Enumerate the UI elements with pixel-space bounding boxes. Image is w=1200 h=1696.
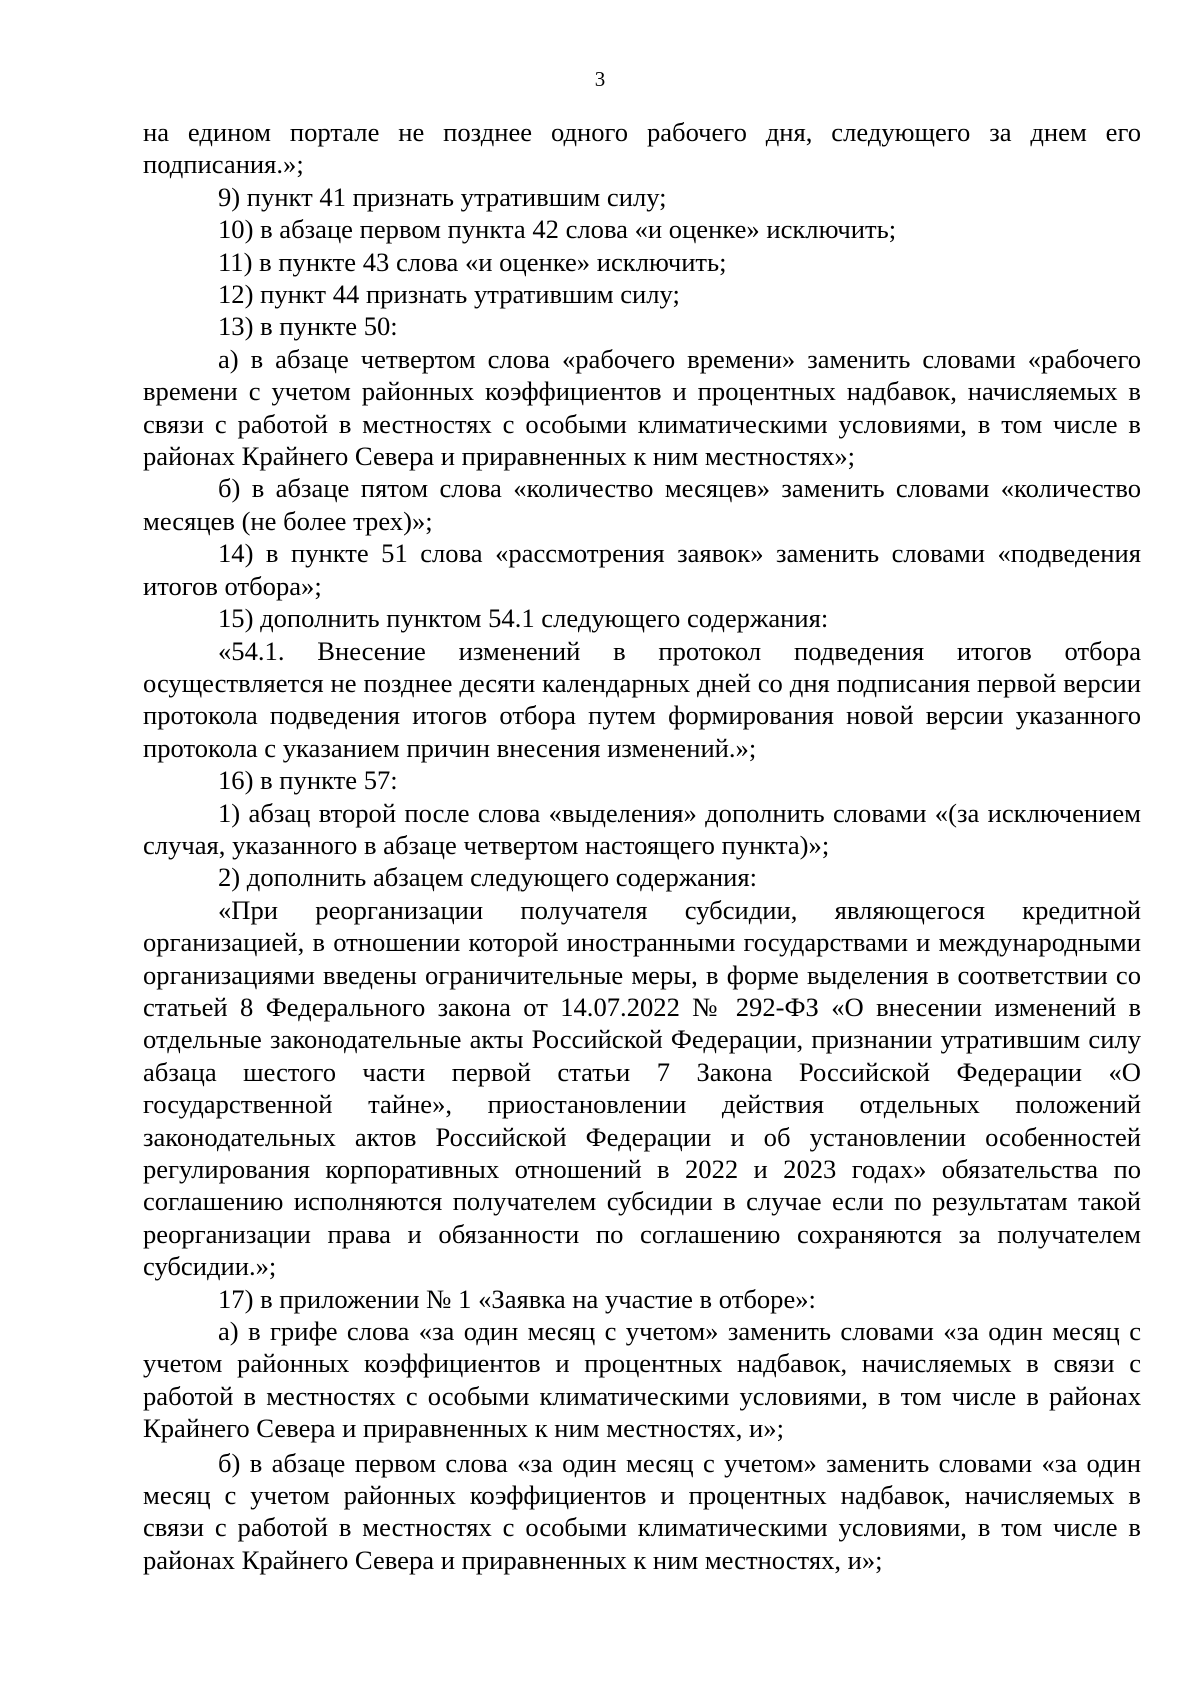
paragraph-item-16-1: 1) абзац второй после слова «выделения» дополнить словами «(за исключением случая, указанного в абзаце четвертом настоящего пункта)»;: [143, 797, 1141, 860]
paragraph-reorganization: «При реорганизации получателя субсидии, являющегося кредитной организацией, в отношении которой иностранными государствами и международными организациями введены ограничительные меры, в форме выделения в соответствии со статьей 8 Федерального закона от 14.07.2022 № 292-ФЗ «О внесении изменений в отдельные законодательные акты Российской Федерации, признании утратившим силу абзаца шестого части первой статьи 7 Закона Российской Федерации «О государственной тайне», приостановлении действия отдельных положений законодательных актов Российской Федерации и об установлении особенностей регулирования корпоративных отношений в 2022 и 2023 годах» обязательства по соглашению исполняются получателем субсидии в случае если по результатам такой реорганизации права и обязанности по соглашению сохраняются за получателем субсидии.»;: [143, 894, 1141, 1282]
paragraph-item-17a: а) в грифе слова «за один месяц с учетом» заменить словами «за один месяц с учетом районных коэффициентов и процентных надбавок, начисляемых в связи с работой в местностях с особыми климатическими условиями, в том числе в районах Крайнего Севера и приравненных к ним местностях, и»;: [143, 1316, 1141, 1444]
paragraph-item-16: 16) в пункте 57:: [218, 765, 398, 796]
page-number: 3: [594, 67, 606, 91]
paragraph-item-13: 13) в пункте 50:: [218, 311, 398, 342]
paragraph-item-15: 15) дополнить пунктом 54.1 следующего содержания:: [218, 603, 829, 634]
paragraph-item-54-1: «54.1. Внесение изменений в протокол подведения итогов отбора осуществляется не позднее десяти календарных дней со дня подписания первой версии протокола подведения итогов отбора путем формирования новой версии указанного протокола с указанием причин внесения изменений.»;: [143, 635, 1141, 763]
paragraph-item-10: 10) в абзаце первом пункта 42 слова «и оценке» исключить;: [218, 214, 897, 245]
paragraph-item-9: 9) пункт 41 признать утратившим силу;: [218, 181, 667, 212]
paragraph-item-12: 12) пункт 44 признать утратившим силу;: [218, 279, 680, 310]
document-body: [143, 116, 1141, 1576]
paragraph-item-17: 17) в приложении № 1 «Заявка на участие в отборе»:: [218, 1283, 816, 1314]
paragraph-item-13a: а) в абзаце четвертом слова «рабочего времени» заменить словами «рабочего времени с учетом районных коэффициентов и процентных надбавок, начисляемых в связи с работой в местностях с особыми климатическими условиями, в том числе в районах Крайнего Севера и приравненных к ним местностях»;: [143, 343, 1141, 472]
paragraph-continuation: на едином портале не позднее одного рабочего дня, следующего за днем его подписания.»;: [143, 117, 1141, 180]
paragraph-item-16-2: 2) дополнить абзацем следующего содержания:: [218, 862, 758, 893]
paragraph-item-11: 11) в пункте 43 слова «и оценке» исключить;: [218, 246, 727, 277]
paragraph-item-17b: б) в абзаце первом слова «за один месяц с учетом» заменить словами «за один месяц с учетом районных коэффициентов и процентных надбавок, начисляемых в связи с работой в местностях с особыми климатическими условиями, в том числе в районах Крайнего Севера и приравненных к ним местностях, и»;: [143, 1447, 1141, 1575]
paragraph-item-13b: б) в абзаце пятом слова «количество месяцев» заменить словами «количество месяцев (не более трех)»;: [143, 473, 1141, 536]
paragraph-item-14: 14) в пункте 51 слова «рассмотрения заявок» заменить словами «подведения итогов отбора»;: [143, 538, 1141, 601]
